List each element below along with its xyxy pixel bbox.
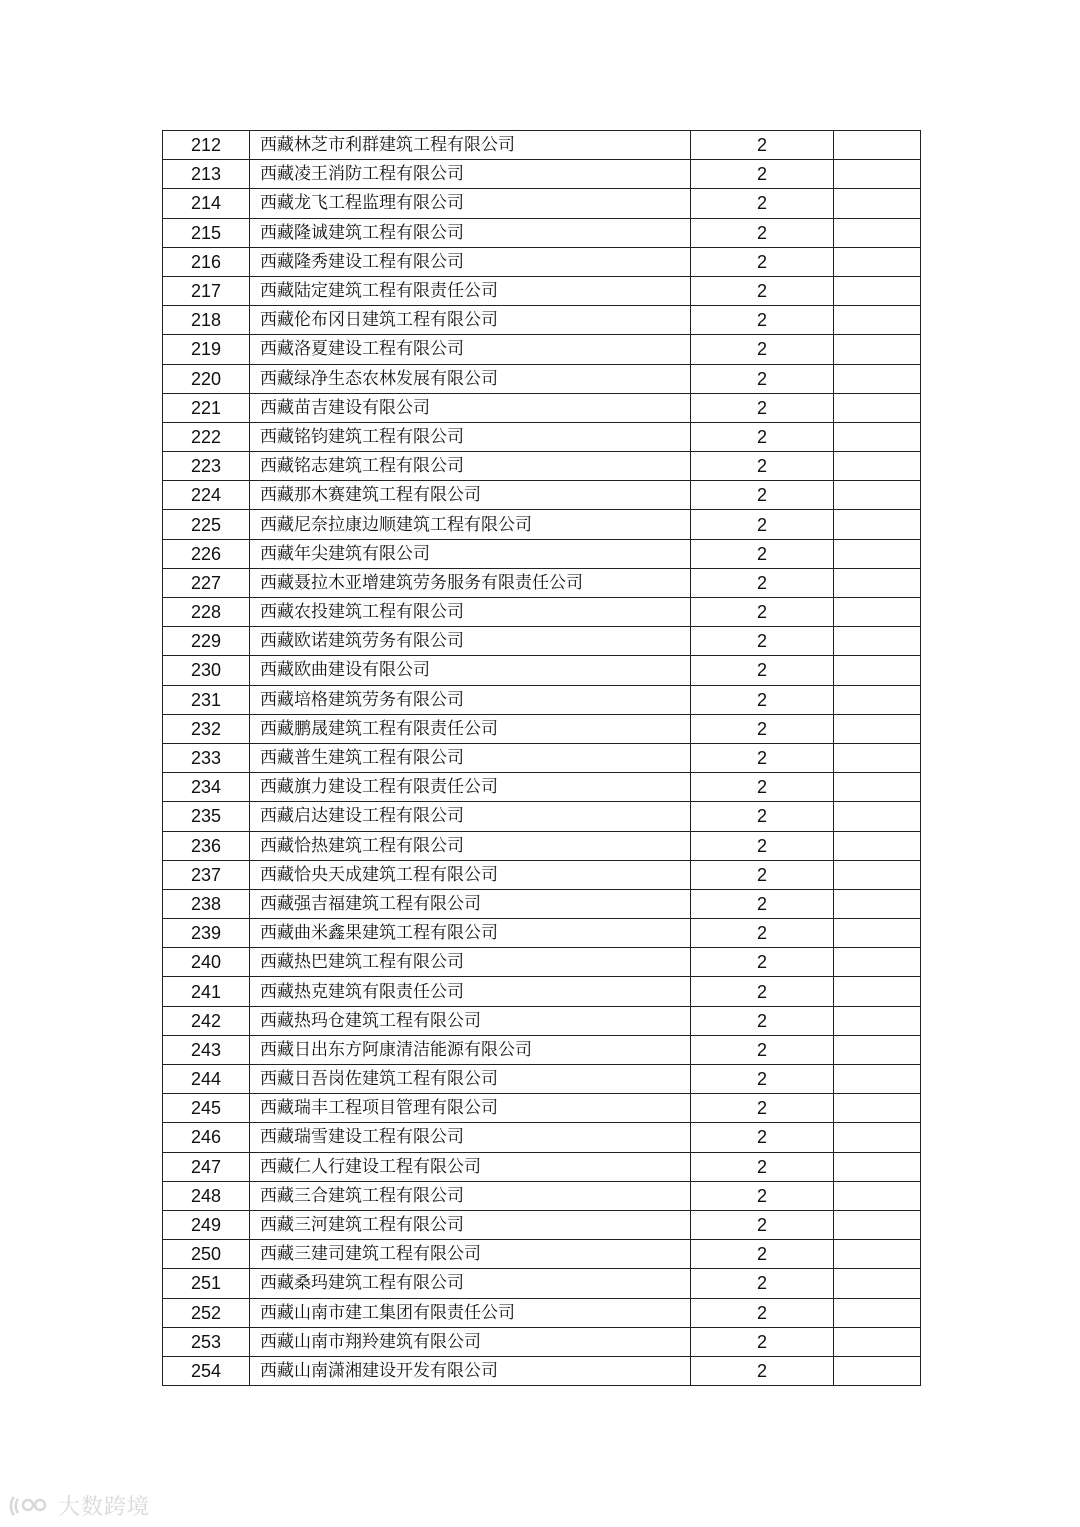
count-cell: 2 — [691, 306, 834, 335]
row-number: 228 — [163, 598, 250, 627]
company-name: 西藏恰央天成建筑工程有限公司 — [250, 860, 691, 889]
table-row — [163, 1269, 921, 1298]
count-cell: 2 — [691, 1269, 834, 1298]
note-cell — [834, 422, 921, 451]
row-number: 213 — [163, 160, 250, 189]
company-name: 西藏隆秀建设工程有限公司 — [250, 247, 691, 276]
note-cell — [834, 247, 921, 276]
note-cell — [834, 1298, 921, 1327]
count-cell: 2 — [691, 189, 834, 218]
company-name: 西藏桑玛建筑工程有限公司 — [250, 1269, 691, 1298]
row-number: 214 — [163, 189, 250, 218]
company-name: 西藏仁人行建设工程有限公司 — [250, 1152, 691, 1181]
table-row — [163, 948, 921, 977]
row-number: 233 — [163, 743, 250, 772]
table-row — [163, 422, 921, 451]
count-cell: 2 — [691, 510, 834, 539]
note-cell — [834, 773, 921, 802]
company-name: 西藏日出东方阿康清洁能源有限公司 — [250, 1035, 691, 1064]
count-cell: 2 — [691, 743, 834, 772]
note-cell — [834, 131, 921, 160]
note-cell — [834, 977, 921, 1006]
row-number: 229 — [163, 627, 250, 656]
count-cell: 2 — [691, 160, 834, 189]
note-cell — [834, 393, 921, 422]
company-name: 西藏三建司建筑工程有限公司 — [250, 1240, 691, 1269]
company-name: 西藏日吾岗佐建筑工程有限公司 — [250, 1065, 691, 1094]
count-cell: 2 — [691, 1181, 834, 1210]
count-cell: 2 — [691, 773, 834, 802]
note-cell — [834, 1269, 921, 1298]
company-name: 西藏山南潇湘建设开发有限公司 — [250, 1356, 691, 1385]
count-cell: 2 — [691, 802, 834, 831]
table-row — [163, 568, 921, 597]
count-cell: 2 — [691, 831, 834, 860]
note-cell — [834, 831, 921, 860]
note-cell — [834, 1240, 921, 1269]
note-cell — [834, 160, 921, 189]
table-row — [163, 539, 921, 568]
company-name: 西藏热玛仓建筑工程有限公司 — [250, 1006, 691, 1035]
table-row — [163, 1327, 921, 1356]
table-row — [163, 131, 921, 160]
table-row — [163, 160, 921, 189]
company-name: 西藏林芝市利群建筑工程有限公司 — [250, 131, 691, 160]
note-cell — [834, 364, 921, 393]
table-row — [163, 1065, 921, 1094]
note-cell — [834, 1356, 921, 1385]
company-name: 西藏绿净生态农林发展有限公司 — [250, 364, 691, 393]
row-number: 249 — [163, 1210, 250, 1239]
row-number: 216 — [163, 247, 250, 276]
count-cell: 2 — [691, 1210, 834, 1239]
table-row — [163, 802, 921, 831]
note-cell — [834, 189, 921, 218]
note-cell — [834, 1327, 921, 1356]
count-cell: 2 — [691, 1298, 834, 1327]
table-row — [163, 247, 921, 276]
row-number: 217 — [163, 276, 250, 305]
row-number: 232 — [163, 714, 250, 743]
table-row — [163, 1210, 921, 1239]
row-number: 245 — [163, 1094, 250, 1123]
row-number: 227 — [163, 568, 250, 597]
company-name: 西藏陆定建筑工程有限责任公司 — [250, 276, 691, 305]
count-cell: 2 — [691, 422, 834, 451]
note-cell — [834, 306, 921, 335]
row-number: 252 — [163, 1298, 250, 1327]
table-row — [163, 276, 921, 305]
count-cell: 2 — [691, 247, 834, 276]
table-row — [163, 1181, 921, 1210]
company-name: 西藏启达建设工程有限公司 — [250, 802, 691, 831]
note-cell — [834, 1152, 921, 1181]
count-cell: 2 — [691, 1152, 834, 1181]
note-cell — [834, 919, 921, 948]
note-cell — [834, 568, 921, 597]
row-number: 212 — [163, 131, 250, 160]
count-cell: 2 — [691, 685, 834, 714]
table-row — [163, 189, 921, 218]
note-cell — [834, 276, 921, 305]
table-row — [163, 335, 921, 364]
company-name: 西藏热巴建筑工程有限公司 — [250, 948, 691, 977]
count-cell: 2 — [691, 1094, 834, 1123]
count-cell: 2 — [691, 860, 834, 889]
company-name: 西藏瑞雪建设工程有限公司 — [250, 1123, 691, 1152]
company-name: 西藏隆诚建筑工程有限公司 — [250, 218, 691, 247]
row-number: 250 — [163, 1240, 250, 1269]
company-name: 西藏强吉福建筑工程有限公司 — [250, 889, 691, 918]
row-number: 231 — [163, 685, 250, 714]
count-cell: 2 — [691, 335, 834, 364]
note-cell — [834, 510, 921, 539]
note-cell — [834, 1094, 921, 1123]
row-number: 237 — [163, 860, 250, 889]
count-cell: 2 — [691, 481, 834, 510]
table-row — [163, 860, 921, 889]
company-name: 西藏尼奈拉康边顺建筑工程有限公司 — [250, 510, 691, 539]
company-table-body — [163, 131, 921, 1386]
count-cell: 2 — [691, 1356, 834, 1385]
table-row — [163, 452, 921, 481]
row-number: 215 — [163, 218, 250, 247]
company-name: 西藏铭钧建筑工程有限公司 — [250, 422, 691, 451]
table-row — [163, 1006, 921, 1035]
company-name: 西藏普生建筑工程有限公司 — [250, 743, 691, 772]
company-name: 西藏伦布冈日建筑工程有限公司 — [250, 306, 691, 335]
table-row — [163, 364, 921, 393]
note-cell — [834, 802, 921, 831]
note-cell — [834, 1006, 921, 1035]
company-name: 西藏欧曲建设有限公司 — [250, 656, 691, 685]
table-row — [163, 1152, 921, 1181]
row-number: 236 — [163, 831, 250, 860]
company-name: 西藏龙飞工程监理有限公司 — [250, 189, 691, 218]
row-number: 218 — [163, 306, 250, 335]
table-row — [163, 510, 921, 539]
note-cell — [834, 539, 921, 568]
company-name: 西藏凌王消防工程有限公司 — [250, 160, 691, 189]
company-name: 西藏山南市建工集团有限责任公司 — [250, 1298, 691, 1327]
count-cell: 2 — [691, 889, 834, 918]
row-number: 225 — [163, 510, 250, 539]
row-number: 253 — [163, 1327, 250, 1356]
count-cell: 2 — [691, 977, 834, 1006]
table-row — [163, 685, 921, 714]
count-cell: 2 — [691, 218, 834, 247]
company-name: 西藏山南市翔羚建筑有限公司 — [250, 1327, 691, 1356]
table-row — [163, 773, 921, 802]
count-cell: 2 — [691, 364, 834, 393]
note-cell — [834, 889, 921, 918]
row-number: 246 — [163, 1123, 250, 1152]
count-cell: 2 — [691, 568, 834, 597]
company-name: 西藏铭志建筑工程有限公司 — [250, 452, 691, 481]
table-row — [163, 306, 921, 335]
row-number: 234 — [163, 773, 250, 802]
row-number: 230 — [163, 656, 250, 685]
row-number: 224 — [163, 481, 250, 510]
table-row — [163, 1035, 921, 1064]
company-name: 西藏欧诺建筑劳务有限公司 — [250, 627, 691, 656]
row-number: 238 — [163, 889, 250, 918]
table-row — [163, 714, 921, 743]
table-row — [163, 1298, 921, 1327]
company-name: 西藏旗力建设工程有限责任公司 — [250, 773, 691, 802]
note-cell — [834, 656, 921, 685]
note-cell — [834, 598, 921, 627]
table-row — [163, 656, 921, 685]
row-number: 219 — [163, 335, 250, 364]
row-number: 247 — [163, 1152, 250, 1181]
row-number: 243 — [163, 1035, 250, 1064]
row-number: 242 — [163, 1006, 250, 1035]
note-cell — [834, 452, 921, 481]
company-name: 西藏农投建筑工程有限公司 — [250, 598, 691, 627]
count-cell: 2 — [691, 1327, 834, 1356]
table-row — [163, 889, 921, 918]
row-number: 244 — [163, 1065, 250, 1094]
row-number: 240 — [163, 948, 250, 977]
bigdata-logo-icon — [8, 1493, 52, 1519]
company-name: 西藏曲米鑫果建筑工程有限公司 — [250, 919, 691, 948]
count-cell: 2 — [691, 393, 834, 422]
company-name: 西藏鹏晟建筑工程有限责任公司 — [250, 714, 691, 743]
count-cell: 2 — [691, 627, 834, 656]
note-cell — [834, 218, 921, 247]
row-number: 239 — [163, 919, 250, 948]
watermark — [8, 1490, 150, 1521]
count-cell: 2 — [691, 1123, 834, 1152]
company-name: 西藏洛夏建设工程有限公司 — [250, 335, 691, 364]
table-row — [163, 218, 921, 247]
count-cell: 2 — [691, 452, 834, 481]
row-number: 222 — [163, 422, 250, 451]
row-number: 241 — [163, 977, 250, 1006]
company-name: 西藏三河建筑工程有限公司 — [250, 1210, 691, 1239]
company-name: 西藏那木赛建筑工程有限公司 — [250, 481, 691, 510]
company-name: 西藏三合建筑工程有限公司 — [250, 1181, 691, 1210]
table-row — [163, 598, 921, 627]
row-number: 251 — [163, 1269, 250, 1298]
note-cell — [834, 1123, 921, 1152]
company-table — [162, 130, 921, 1386]
note-cell — [834, 685, 921, 714]
note-cell — [834, 743, 921, 772]
note-cell — [834, 714, 921, 743]
company-table-container — [162, 130, 911, 1386]
company-name: 西藏苗吉建设有限公司 — [250, 393, 691, 422]
row-number: 248 — [163, 1181, 250, 1210]
company-name: 西藏热克建筑有限责任公司 — [250, 977, 691, 1006]
note-cell — [834, 1065, 921, 1094]
note-cell — [834, 1035, 921, 1064]
note-cell — [834, 860, 921, 889]
note-cell — [834, 1210, 921, 1239]
company-name: 西藏聂拉木亚增建筑劳务服务有限责任公司 — [250, 568, 691, 597]
count-cell: 2 — [691, 1065, 834, 1094]
table-row — [163, 1123, 921, 1152]
row-number: 220 — [163, 364, 250, 393]
count-cell: 2 — [691, 131, 834, 160]
company-name: 西藏培格建筑劳务有限公司 — [250, 685, 691, 714]
table-row — [163, 393, 921, 422]
row-number: 235 — [163, 802, 250, 831]
table-row — [163, 481, 921, 510]
note-cell — [834, 1181, 921, 1210]
company-name: 西藏年尖建筑有限公司 — [250, 539, 691, 568]
count-cell: 2 — [691, 539, 834, 568]
table-row — [163, 977, 921, 1006]
table-row — [163, 743, 921, 772]
count-cell: 2 — [691, 276, 834, 305]
table-row — [163, 919, 921, 948]
note-cell — [834, 627, 921, 656]
row-number: 221 — [163, 393, 250, 422]
row-number: 254 — [163, 1356, 250, 1385]
count-cell: 2 — [691, 1035, 834, 1064]
note-cell — [834, 335, 921, 364]
table-row — [163, 831, 921, 860]
company-name: 西藏恰热建筑工程有限公司 — [250, 831, 691, 860]
count-cell: 2 — [691, 919, 834, 948]
note-cell — [834, 481, 921, 510]
count-cell: 2 — [691, 598, 834, 627]
count-cell: 2 — [691, 656, 834, 685]
count-cell: 2 — [691, 714, 834, 743]
watermark-text: 大数跨境 — [58, 1495, 151, 1520]
table-row — [163, 627, 921, 656]
row-number: 223 — [163, 452, 250, 481]
count-cell: 2 — [691, 1006, 834, 1035]
row-number: 226 — [163, 539, 250, 568]
company-name: 西藏瑞丰工程项目管理有限公司 — [250, 1094, 691, 1123]
note-cell — [834, 948, 921, 977]
table-row — [163, 1240, 921, 1269]
count-cell: 2 — [691, 1240, 834, 1269]
table-row — [163, 1094, 921, 1123]
count-cell: 2 — [691, 948, 834, 977]
table-row — [163, 1356, 921, 1385]
